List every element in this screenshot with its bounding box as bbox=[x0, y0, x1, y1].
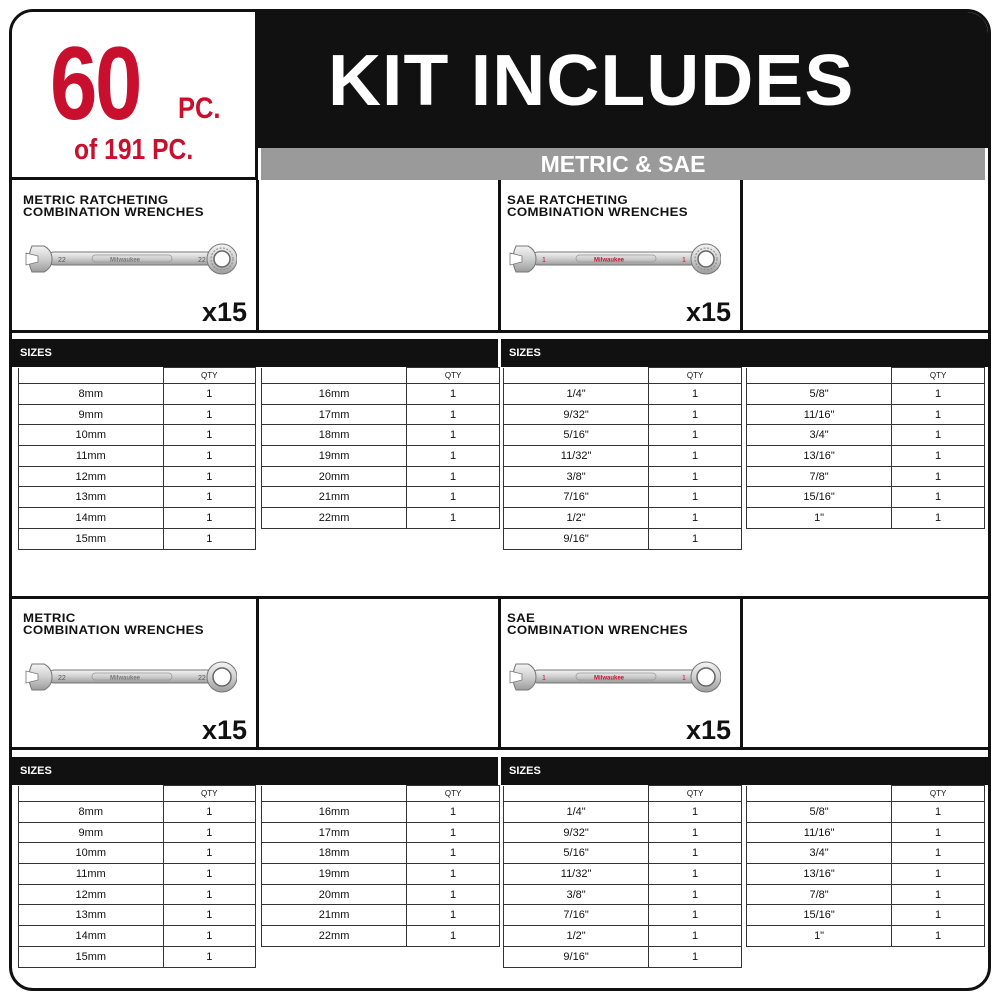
table-row bbox=[262, 884, 500, 905]
combination-wrench-icon bbox=[506, 656, 721, 698]
size-cell: 5/16" bbox=[504, 425, 649, 446]
size-cell: 3/8" bbox=[504, 466, 649, 487]
size-cell: 9mm bbox=[19, 404, 164, 425]
qty-cell: 1 bbox=[163, 487, 255, 508]
svg-text:Milwaukee: Milwaukee bbox=[110, 257, 141, 264]
size-cell: 11/32" bbox=[504, 864, 649, 885]
table-row bbox=[747, 508, 985, 529]
size-cell: 16mm bbox=[262, 384, 407, 405]
qty-cell: 1 bbox=[163, 926, 255, 947]
table-row bbox=[19, 946, 256, 967]
size-cell: 7/16" bbox=[504, 487, 649, 508]
size-cell: 13mm bbox=[19, 905, 164, 926]
table-row bbox=[504, 802, 742, 823]
qty-column-header: QTY bbox=[407, 368, 500, 384]
size-cell: 1" bbox=[747, 926, 892, 947]
size-table bbox=[18, 367, 256, 550]
table-row bbox=[262, 466, 500, 487]
table-row bbox=[504, 926, 742, 947]
qty-cell: 1 bbox=[407, 864, 500, 885]
size-cell: 15mm bbox=[19, 528, 164, 549]
qty-cell: 1 bbox=[649, 946, 742, 967]
table-row bbox=[747, 843, 985, 864]
size-cell: 7/8" bbox=[747, 884, 892, 905]
qty-cell: 1 bbox=[892, 905, 985, 926]
qty-cell: 1 bbox=[649, 926, 742, 947]
size-cell: 15/16" bbox=[747, 487, 892, 508]
qty-cell: 1 bbox=[649, 425, 742, 446]
table-row bbox=[262, 487, 500, 508]
qty-cell: 1 bbox=[163, 864, 255, 885]
table-row bbox=[504, 425, 742, 446]
qty-cell: 1 bbox=[892, 843, 985, 864]
size-cell: 18mm bbox=[262, 843, 407, 864]
table-row bbox=[747, 404, 985, 425]
size-cell: 19mm bbox=[262, 864, 407, 885]
size-cell: 1/4" bbox=[504, 802, 649, 823]
product-quantity: x15 bbox=[685, 297, 731, 327]
product-title bbox=[507, 612, 688, 636]
size-cell: 13/16" bbox=[747, 864, 892, 885]
qty-cell: 1 bbox=[892, 802, 985, 823]
size-cell: 18mm bbox=[262, 425, 407, 446]
size-cell: 10mm bbox=[19, 843, 164, 864]
size-cell: 11mm bbox=[19, 864, 164, 885]
product-title-line2: COMBINATION WRENCHES bbox=[23, 205, 204, 219]
table-row bbox=[747, 822, 985, 843]
qty-cell: 1 bbox=[163, 425, 255, 446]
svg-text:1: 1 bbox=[682, 675, 686, 682]
size-column-header bbox=[747, 786, 892, 802]
svg-text:22: 22 bbox=[198, 257, 206, 264]
qty-cell: 1 bbox=[407, 466, 500, 487]
svg-text:1: 1 bbox=[682, 257, 686, 264]
size-cell: 21mm bbox=[262, 487, 407, 508]
size-column-header bbox=[504, 786, 649, 802]
table-row bbox=[504, 404, 742, 425]
svg-text:Milwaukee: Milwaukee bbox=[594, 675, 625, 682]
product-title-line2: COMBINATION WRENCHES bbox=[23, 623, 204, 637]
qty-cell: 1 bbox=[892, 404, 985, 425]
size-table bbox=[261, 367, 500, 529]
size-table bbox=[503, 785, 742, 968]
subtitle-banner bbox=[261, 148, 985, 180]
qty-cell: 1 bbox=[649, 802, 742, 823]
qty-column-header: QTY bbox=[163, 368, 255, 384]
size-cell: 16mm bbox=[262, 802, 407, 823]
qty-cell: 1 bbox=[407, 425, 500, 446]
qty-cell: 1 bbox=[407, 926, 500, 947]
size-cell: 3/8" bbox=[504, 884, 649, 905]
qty-cell: 1 bbox=[163, 843, 255, 864]
page-subtitle: METRIC & SAE bbox=[540, 151, 706, 177]
product-title bbox=[23, 194, 204, 218]
qty-cell: 1 bbox=[649, 404, 742, 425]
size-cell: 10mm bbox=[19, 425, 164, 446]
table-row bbox=[504, 905, 742, 926]
table-row bbox=[504, 487, 742, 508]
svg-text:1: 1 bbox=[542, 257, 546, 264]
qty-cell: 1 bbox=[163, 905, 255, 926]
table-row bbox=[504, 466, 742, 487]
qty-cell: 1 bbox=[407, 843, 500, 864]
qty-cell: 1 bbox=[892, 384, 985, 405]
table-row bbox=[504, 446, 742, 467]
qty-column-header: QTY bbox=[892, 786, 985, 802]
table-row bbox=[747, 926, 985, 947]
qty-cell: 1 bbox=[163, 466, 255, 487]
product-title-line2: COMBINATION WRENCHES bbox=[507, 205, 688, 219]
size-table bbox=[503, 367, 742, 550]
title-banner bbox=[258, 12, 991, 148]
piece-count-unit: PC. bbox=[178, 92, 221, 125]
size-table bbox=[746, 785, 985, 947]
qty-cell: 1 bbox=[649, 843, 742, 864]
ratcheting-wrench-icon bbox=[22, 238, 237, 280]
product-sae-combination bbox=[496, 600, 737, 750]
size-cell: 12mm bbox=[19, 466, 164, 487]
table-row bbox=[262, 384, 500, 405]
qty-cell: 1 bbox=[649, 508, 742, 529]
qty-cell: 1 bbox=[649, 884, 742, 905]
piece-count-box bbox=[12, 12, 258, 180]
size-column-header bbox=[19, 786, 164, 802]
total-piece-count: of 191 PC. bbox=[74, 134, 194, 166]
qty-cell: 1 bbox=[163, 946, 255, 967]
page-title: KIT INCLUDES bbox=[328, 41, 855, 121]
product-title-line1: METRIC bbox=[23, 611, 76, 625]
qty-cell: 1 bbox=[649, 822, 742, 843]
table-row bbox=[504, 946, 742, 967]
svg-text:22: 22 bbox=[198, 675, 206, 682]
size-column-header bbox=[262, 368, 407, 384]
size-cell: 12mm bbox=[19, 884, 164, 905]
table-row bbox=[747, 802, 985, 823]
qty-cell: 1 bbox=[892, 926, 985, 947]
table-row bbox=[262, 843, 500, 864]
metric-sizes-header: SIZES bbox=[12, 339, 498, 367]
size-cell: 19mm bbox=[262, 446, 407, 467]
qty-cell: 1 bbox=[163, 822, 255, 843]
size-cell: 17mm bbox=[262, 822, 407, 843]
table-row bbox=[747, 864, 985, 885]
product-title-line2: COMBINATION WRENCHES bbox=[507, 623, 688, 637]
table-row bbox=[262, 864, 500, 885]
product-title-line1: SAE bbox=[507, 611, 536, 625]
sae-sizes-header: SIZES bbox=[501, 757, 991, 785]
qty-cell: 1 bbox=[649, 466, 742, 487]
metric-sizes-header: SIZES bbox=[12, 757, 498, 785]
table-row bbox=[504, 508, 742, 529]
table-row bbox=[262, 802, 500, 823]
size-table bbox=[261, 785, 500, 947]
size-column-header bbox=[262, 786, 407, 802]
size-cell: 9/16" bbox=[504, 946, 649, 967]
size-cell: 15/16" bbox=[747, 905, 892, 926]
qty-column-header: QTY bbox=[649, 368, 742, 384]
size-cell: 8mm bbox=[19, 384, 164, 405]
table-row bbox=[262, 404, 500, 425]
qty-cell: 1 bbox=[892, 425, 985, 446]
qty-cell: 1 bbox=[407, 487, 500, 508]
image-placeholder bbox=[256, 182, 494, 330]
table-row bbox=[262, 926, 500, 947]
size-cell: 22mm bbox=[262, 508, 407, 529]
qty-cell: 1 bbox=[163, 404, 255, 425]
table-row bbox=[504, 528, 742, 549]
size-cell: 17mm bbox=[262, 404, 407, 425]
qty-cell: 1 bbox=[407, 822, 500, 843]
qty-cell: 1 bbox=[649, 446, 742, 467]
qty-cell: 1 bbox=[892, 884, 985, 905]
product-title-line1: METRIC RATCHETING bbox=[23, 193, 169, 207]
size-cell: 8mm bbox=[19, 802, 164, 823]
size-cell: 11/16" bbox=[747, 822, 892, 843]
table-row bbox=[504, 384, 742, 405]
qty-cell: 1 bbox=[163, 528, 255, 549]
table-row bbox=[747, 466, 985, 487]
qty-cell: 1 bbox=[163, 802, 255, 823]
table-row bbox=[19, 905, 256, 926]
table-row bbox=[747, 905, 985, 926]
product-title bbox=[23, 612, 204, 636]
size-cell: 13/16" bbox=[747, 446, 892, 467]
qty-cell: 1 bbox=[163, 508, 255, 529]
qty-column-header: QTY bbox=[892, 368, 985, 384]
size-cell: 14mm bbox=[19, 508, 164, 529]
qty-column-header: QTY bbox=[407, 786, 500, 802]
table-row bbox=[19, 926, 256, 947]
qty-cell: 1 bbox=[407, 802, 500, 823]
size-column-header bbox=[747, 368, 892, 384]
product-metric-ratcheting bbox=[12, 182, 253, 332]
qty-column-header: QTY bbox=[649, 786, 742, 802]
table-row bbox=[747, 425, 985, 446]
ratcheting-wrench-icon bbox=[506, 238, 721, 280]
table-row bbox=[262, 425, 500, 446]
svg-text:22: 22 bbox=[58, 675, 66, 682]
svg-text:22: 22 bbox=[58, 257, 66, 264]
size-cell: 11/32" bbox=[504, 446, 649, 467]
table-row bbox=[19, 384, 256, 405]
qty-cell: 1 bbox=[649, 864, 742, 885]
qty-cell: 1 bbox=[163, 384, 255, 405]
size-cell: 1" bbox=[747, 508, 892, 529]
product-quantity: x15 bbox=[201, 715, 247, 745]
size-cell: 11mm bbox=[19, 446, 164, 467]
svg-text:Milwaukee: Milwaukee bbox=[594, 257, 625, 264]
combination-wrench-icon bbox=[22, 656, 237, 698]
size-cell: 7/8" bbox=[747, 466, 892, 487]
size-cell: 5/8" bbox=[747, 384, 892, 405]
product-sae-ratcheting bbox=[496, 182, 737, 332]
table-row bbox=[19, 884, 256, 905]
table-row bbox=[19, 466, 256, 487]
table-row bbox=[504, 843, 742, 864]
table-row bbox=[262, 905, 500, 926]
size-cell: 20mm bbox=[262, 884, 407, 905]
size-column-header bbox=[19, 368, 164, 384]
table-row bbox=[747, 384, 985, 405]
product-title-line1: SAE RATCHETING bbox=[507, 193, 628, 207]
qty-cell: 1 bbox=[163, 446, 255, 467]
svg-text:Milwaukee: Milwaukee bbox=[110, 675, 141, 682]
qty-cell: 1 bbox=[649, 528, 742, 549]
size-cell: 1/2" bbox=[504, 926, 649, 947]
qty-cell: 1 bbox=[892, 446, 985, 467]
qty-cell: 1 bbox=[649, 487, 742, 508]
table-row bbox=[19, 404, 256, 425]
table-row bbox=[262, 446, 500, 467]
table-row bbox=[504, 864, 742, 885]
size-cell: 20mm bbox=[262, 466, 407, 487]
table-row bbox=[19, 822, 256, 843]
qty-column-header: QTY bbox=[163, 786, 255, 802]
product-metric-combination bbox=[12, 600, 253, 750]
piece-count: 60 bbox=[50, 26, 140, 142]
qty-cell: 1 bbox=[163, 884, 255, 905]
table-row bbox=[747, 487, 985, 508]
size-cell: 9/32" bbox=[504, 822, 649, 843]
size-cell: 21mm bbox=[262, 905, 407, 926]
qty-cell: 1 bbox=[407, 905, 500, 926]
qty-cell: 1 bbox=[892, 864, 985, 885]
product-quantity: x15 bbox=[201, 297, 247, 327]
table-row bbox=[19, 843, 256, 864]
qty-cell: 1 bbox=[892, 466, 985, 487]
size-cell: 3/4" bbox=[747, 425, 892, 446]
qty-cell: 1 bbox=[892, 822, 985, 843]
size-cell: 3/4" bbox=[747, 843, 892, 864]
table-row bbox=[262, 508, 500, 529]
size-cell: 1/2" bbox=[504, 508, 649, 529]
table-row bbox=[19, 425, 256, 446]
qty-cell: 1 bbox=[407, 384, 500, 405]
size-cell: 15mm bbox=[19, 946, 164, 967]
size-cell: 9mm bbox=[19, 822, 164, 843]
size-column-header bbox=[504, 368, 649, 384]
qty-cell: 1 bbox=[892, 487, 985, 508]
svg-text:1: 1 bbox=[542, 675, 546, 682]
kit-panel bbox=[9, 9, 991, 991]
size-cell: 22mm bbox=[262, 926, 407, 947]
product-quantity: x15 bbox=[685, 715, 731, 745]
qty-cell: 1 bbox=[407, 508, 500, 529]
size-table bbox=[746, 367, 985, 529]
table-row bbox=[19, 487, 256, 508]
sae-sizes-header: SIZES bbox=[501, 339, 991, 367]
table-row bbox=[19, 528, 256, 549]
size-cell: 1/4" bbox=[504, 384, 649, 405]
qty-cell: 1 bbox=[407, 404, 500, 425]
table-row bbox=[262, 822, 500, 843]
size-cell: 5/16" bbox=[504, 843, 649, 864]
size-cell: 5/8" bbox=[747, 802, 892, 823]
table-row bbox=[747, 884, 985, 905]
table-row bbox=[747, 446, 985, 467]
size-cell: 11/16" bbox=[747, 404, 892, 425]
qty-cell: 1 bbox=[649, 905, 742, 926]
size-cell: 14mm bbox=[19, 926, 164, 947]
table-row bbox=[19, 864, 256, 885]
size-cell: 9/16" bbox=[504, 528, 649, 549]
size-cell: 13mm bbox=[19, 487, 164, 508]
product-title bbox=[507, 194, 688, 218]
qty-cell: 1 bbox=[649, 384, 742, 405]
qty-cell: 1 bbox=[407, 446, 500, 467]
size-table bbox=[18, 785, 256, 968]
table-row bbox=[504, 822, 742, 843]
table-row bbox=[504, 884, 742, 905]
table-row bbox=[19, 446, 256, 467]
size-cell: 9/32" bbox=[504, 404, 649, 425]
qty-cell: 1 bbox=[407, 884, 500, 905]
size-cell: 7/16" bbox=[504, 905, 649, 926]
table-row bbox=[19, 802, 256, 823]
qty-cell: 1 bbox=[892, 508, 985, 529]
table-row bbox=[19, 508, 256, 529]
